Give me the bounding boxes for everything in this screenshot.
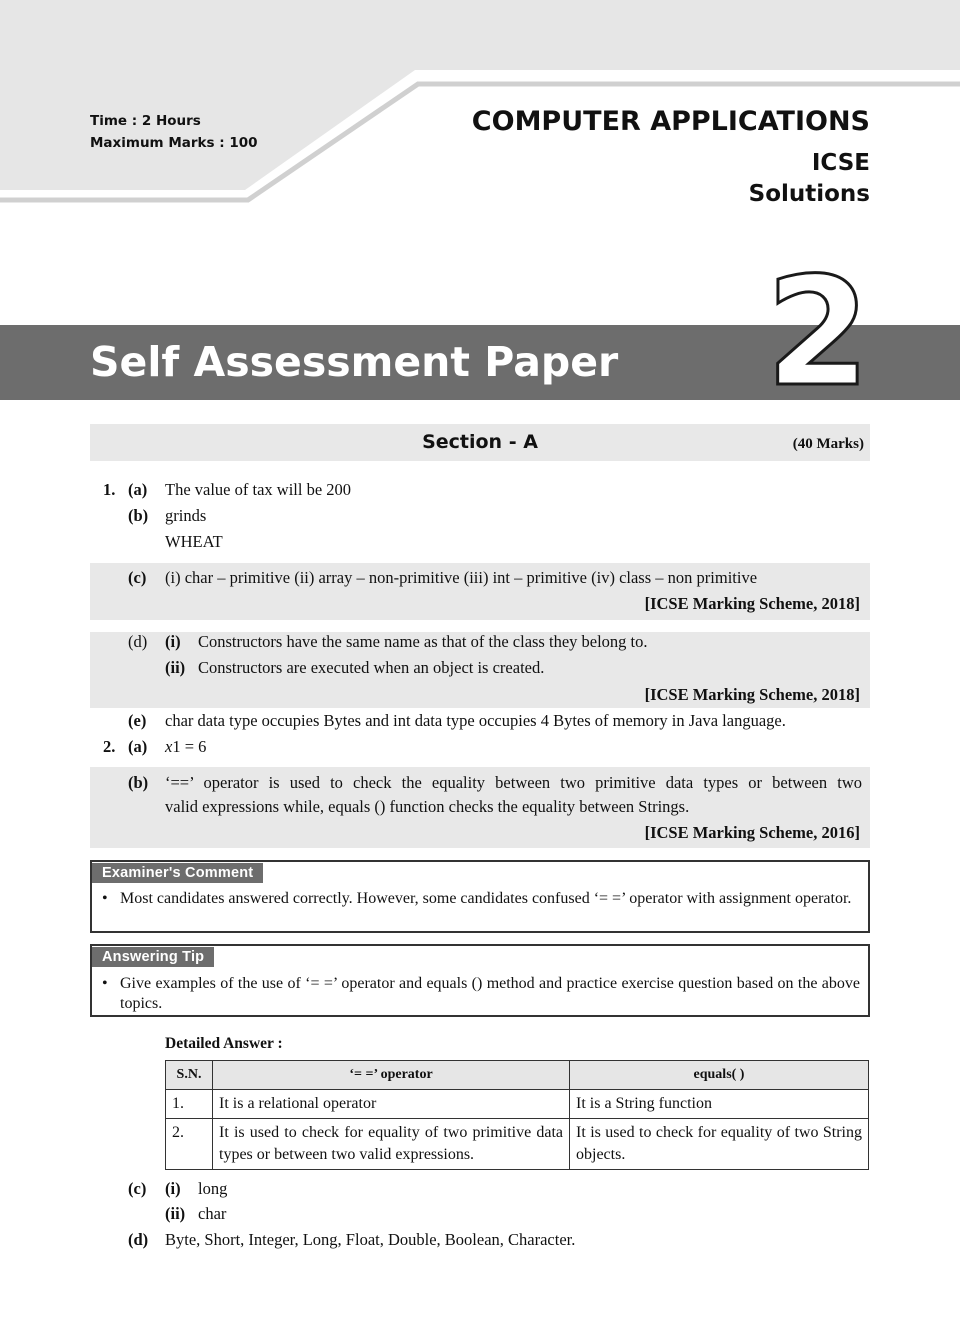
q1a-label: (a) bbox=[128, 480, 148, 499]
examiner-comment-box bbox=[90, 860, 870, 933]
q1b-label: (b) bbox=[128, 506, 149, 525]
q2b-answer-line1: ‘==’ operator is used to check the equality between two primitive data types or between two bbox=[165, 773, 862, 792]
q2c-label: (c) bbox=[128, 1179, 147, 1198]
table-row bbox=[166, 1090, 869, 1119]
q1b-answer-line2: WHEAT bbox=[165, 532, 223, 551]
table-header-cell: S.N. bbox=[166, 1061, 213, 1090]
time-label: Time : 2 Hours bbox=[90, 113, 201, 129]
q1e-answer: char data type occupies Bytes and int data type occupies 4 Bytes of memory in Java language. bbox=[165, 711, 786, 730]
q1c-label: (c) bbox=[128, 568, 147, 587]
bullet-icon: • bbox=[102, 975, 108, 992]
section-title: Section - A bbox=[422, 431, 538, 453]
q2c-ii-label: (ii) bbox=[165, 1204, 186, 1223]
q1d-i-label: (i) bbox=[165, 632, 181, 651]
answering-tip-heading: Answering Tip bbox=[92, 947, 214, 967]
q2b-reference: [ICSE Marking Scheme, 2016] bbox=[644, 823, 860, 842]
table-cell: It is a relational operator bbox=[213, 1090, 570, 1119]
q1c-answer: (i) char – primitive (ii) array – non-primitive (iii) int – primitive (iv) class – non primitive bbox=[165, 568, 758, 587]
q1a-answer: The value of tax will be 200 bbox=[165, 480, 352, 499]
q1b-answer-line1: grinds bbox=[165, 506, 207, 525]
q2b-answer-line2: valid expressions while, equals () function checks the equality between Strings. bbox=[165, 797, 690, 816]
detailed-answer-heading: Detailed Answer : bbox=[165, 1035, 283, 1052]
table-header-row bbox=[166, 1061, 869, 1090]
paper-title: Self Assessment Paper bbox=[90, 338, 619, 386]
table-header-cell: equals( ) bbox=[570, 1061, 869, 1090]
q1d-i-answer: Constructors have the same name as that of the class they belong to. bbox=[198, 632, 648, 651]
q1c-reference: [ICSE Marking Scheme, 2018] bbox=[644, 594, 860, 613]
q1-number: 1. bbox=[103, 480, 116, 499]
subject-block bbox=[472, 104, 870, 210]
q2c-ii-answer: char bbox=[198, 1204, 227, 1223]
board-label: ICSE bbox=[811, 150, 870, 176]
paper-number bbox=[760, 262, 880, 392]
q1d-reference: [ICSE Marking Scheme, 2018] bbox=[644, 685, 860, 704]
examiner-comment-heading: Examiner's Comment bbox=[92, 863, 263, 883]
q2d-answer: Byte, Short, Integer, Long, Float, Double, Boolean, Character. bbox=[165, 1230, 576, 1249]
q2a-expression: 1 = 6 bbox=[172, 737, 207, 756]
comparison-table bbox=[165, 1060, 869, 1170]
q1d-ii-label: (ii) bbox=[165, 658, 186, 677]
answering-tip-box bbox=[90, 944, 870, 1017]
solutions-label: Solutions bbox=[748, 181, 870, 207]
q2a-variable: x bbox=[165, 737, 173, 756]
table-cell: It is used to check for equality of two primitive data types or between two valid expressions. bbox=[213, 1119, 570, 1170]
answering-tip-text: Give examples of the use of ‘= =’ operator and equals () method and practice exercise question based on the above topics. bbox=[120, 975, 860, 1012]
table-cell: 1. bbox=[166, 1090, 213, 1119]
max-marks-label: Maximum Marks : 100 bbox=[90, 135, 258, 151]
q1d-label: (d) bbox=[128, 632, 148, 651]
examiner-comment-text: Most candidates answered correctly. However, some candidates confused ‘= =’ operator with assignment operator. bbox=[120, 890, 852, 907]
q2c-i-label: (i) bbox=[165, 1179, 181, 1198]
table-row bbox=[166, 1119, 869, 1170]
q2d-label: (d) bbox=[128, 1230, 149, 1249]
table-cell: It is a String function bbox=[570, 1090, 869, 1119]
q2-number: 2. bbox=[103, 737, 116, 756]
table-header-cell: ‘= =’ operator bbox=[213, 1061, 570, 1090]
q2b-label: (b) bbox=[128, 773, 149, 792]
table-cell: 2. bbox=[166, 1119, 213, 1170]
subject-title: COMPUTER APPLICATIONS bbox=[471, 106, 870, 137]
paper-number-text: 2 bbox=[765, 262, 871, 392]
q2c-i-answer: long bbox=[198, 1179, 228, 1198]
q2a-label: (a) bbox=[128, 737, 148, 756]
q1e-label: (e) bbox=[128, 711, 147, 730]
bullet-icon: • bbox=[102, 890, 108, 907]
exam-info bbox=[90, 110, 258, 154]
table-cell: It is used to check for equality of two String objects. bbox=[570, 1119, 869, 1170]
q1d-ii-answer: Constructors are executed when an object is created. bbox=[198, 658, 545, 677]
q2a-answer bbox=[165, 735, 206, 759]
section-marks: (40 Marks) bbox=[792, 436, 864, 452]
